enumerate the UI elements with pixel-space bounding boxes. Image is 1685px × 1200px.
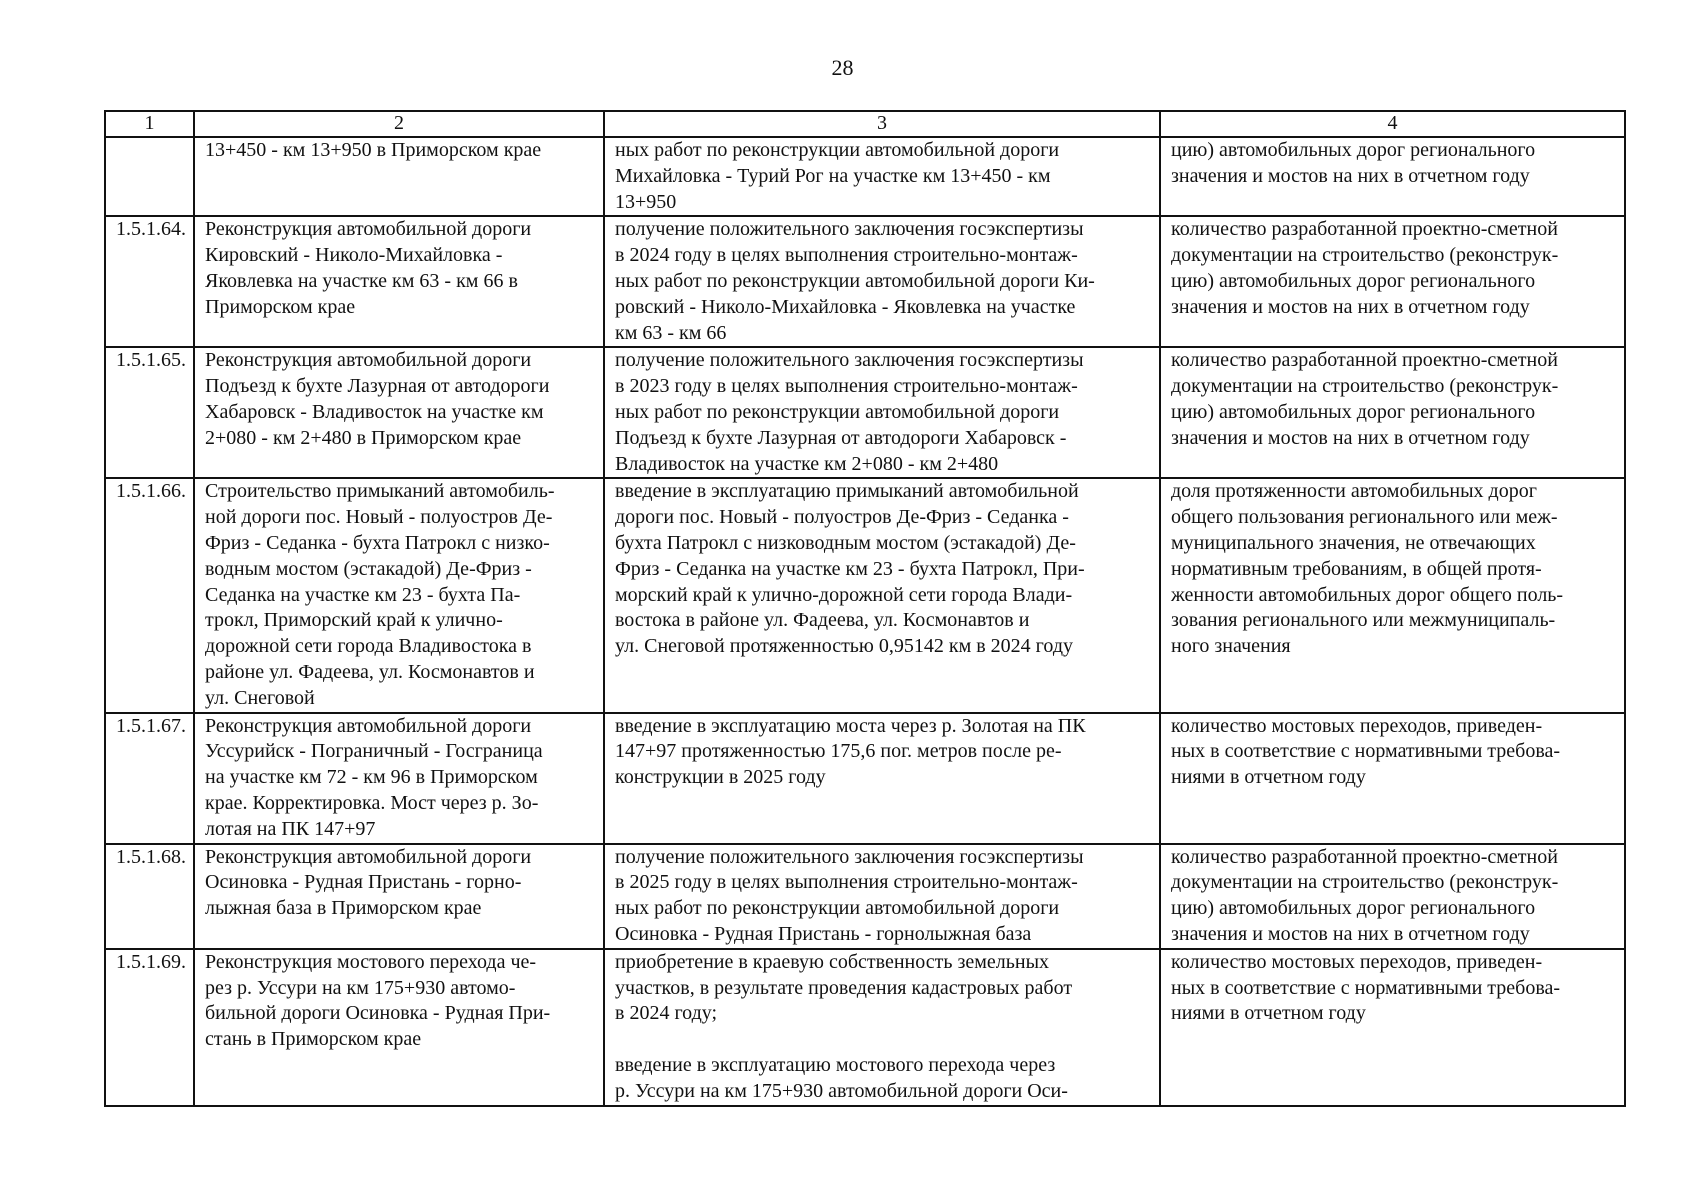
table-row [105,137,1625,216]
result-cell [604,478,1160,712]
row-number: 1.5.1.67. [105,713,194,844]
result-cell [604,137,1160,216]
expected-result: введение в эксплуатацию моста через р. Золотая на ПК 147+97 протяженностью 175,6 пог. метров после ре- конструкции в 2025 году [615,714,1086,789]
row-number: 1.5.1.68. [105,844,194,949]
table-row [105,949,1625,1106]
row-number: 1.5.1.69. [105,949,194,1106]
row-number [105,137,194,216]
table-row [105,478,1625,712]
indicator-cell [1160,949,1625,1106]
result-cell [604,949,1160,1106]
object-name-cell [194,949,604,1106]
result-cell [604,347,1160,478]
indicator: количество разработанной проектно-сметной документации на строительство (реконструк- цию) автомобильных дорог регионального значения и мостов на них в отчетном году [1171,218,1559,318]
header-col-4: 4 [1160,111,1625,137]
indicator-cell [1160,844,1625,949]
object-name-cell [194,478,604,712]
indicator-cell [1160,347,1625,478]
page-number: 28 [831,55,854,80]
paragraph-gap [615,1027,1151,1053]
object-name: Реконструкция автомобильной дороги Подъезд к бухте Лазурная от автодороги Хабаровск - Владивосток на участке км 2+080 - км 2+480 в Приморском крае [205,349,550,449]
table-row [105,713,1625,844]
object-name-cell [194,713,604,844]
object-name-cell [194,216,604,347]
indicator: количество разработанной проектно-сметной документации на строительство (реконструк- цию) автомобильных дорог регионального значения и мостов на них в отчетном году [1171,349,1559,449]
expected-result-part-1: приобретение в краевую собственность земельных участков, в результате проведения кадастровых работ в 2024 году; [615,950,1073,1025]
indicator: количество разработанной проектно-сметной документации на строительство (реконструк- цию) автомобильных дорог регионального значения и мостов на них в отчетном году [1171,845,1559,945]
indicator-cell [1160,216,1625,347]
expected-result: получение положительного заключения госэкспертизы в 2025 году в целях выполнения строительно-монтаж- ных работ по реконструкции автомобильной дороги Осиновка - Рудная Пристань - горнолыжная база [615,845,1084,945]
indicator: количество мостовых переходов, приведен- ных в соответствие с нормативными требова- ниями в отчетном году [1171,950,1561,1025]
result-cell [604,216,1160,347]
header-col-3: 3 [604,111,1160,137]
expected-result: ных работ по реконструкции автомобильной дороги Михайловка - Турий Рог на участке км 13+450 - км 13+950 [615,139,1060,213]
row-number: 1.5.1.65. [105,347,194,478]
indicator-cell [1160,137,1625,216]
object-name: Реконструкция автомобильной дороги Кировский - Николо-Михайловка - Яковлевка на участке км 63 - км 66 в Приморском крае [205,218,532,318]
result-cell [604,844,1160,949]
expected-result: введение в эксплуатацию примыканий автомобильной дороги пос. Новый - полуостров Де-Фриз - Седанка - бухта Патрокл с низководным мостом (эстакадой) Де- Фриз - Седанка на участке км 23 - бухта Патрокл, При- морский край к улично-дорожной сети города Влади- востока в районе ул. Фадеева, ул. Космонавтов и ул. Снеговой протяженностью 0,95142 км в 2024 году [615,480,1085,658]
object-name-cell [194,137,604,216]
indicator: доля протяженности автомобильных дорог общего пользования регионального или меж- муниципального значения, не отвечающих нормативным требованиям, в общей протя- женности автомобильных дорог общего поль- зования регионального или межмуниципаль- ного значения [1171,480,1564,658]
object-name-cell [194,347,604,478]
indicator-cell [1160,713,1625,844]
program-table [104,110,1626,1107]
indicator: количество мостовых переходов, приведен- ных в соответствие с нормативными требова- ниями в отчетном году [1171,714,1561,789]
object-name: Реконструкция автомобильной дороги Уссурийск - Пограничный - Госграница на участке км 72 - км 96 в Приморском крае. Корректировка. Мост через р. Зо- лотая на ПК 147+97 [205,714,543,840]
object-name: Реконструкция мостового перехода че- рез р. Уссури на км 175+930 автомо- бильной дороги Осиновка - Рудная При- стань в Приморском крае [205,950,551,1051]
object-name: 13+450 - км 13+950 в Приморском крае [205,139,542,161]
header-col-2: 2 [194,111,604,137]
table-row [105,216,1625,347]
header-row [105,111,1625,137]
row-number: 1.5.1.64. [105,216,194,347]
indicator-cell [1160,478,1625,712]
table-row [105,844,1625,949]
object-name: Реконструкция автомобильной дороги Осиновка - Рудная Пристань - горно- лыжная база в Приморском крае [205,845,532,920]
row-number: 1.5.1.66. [105,478,194,712]
header-col-1: 1 [105,111,194,137]
indicator: цию) автомобильных дорог регионального значения и мостов на них в отчетном году [1171,139,1536,187]
expected-result: получение положительного заключения госэкспертизы в 2023 году в целях выполнения строительно-монтаж- ных работ по реконструкции автомобильной дороги Подъезд к бухте Лазурная от автодороги Хабаровск - Владивосток на участке км 2+080 - км 2+480 [615,349,1084,475]
result-cell [604,713,1160,844]
expected-result-part-2: введение в эксплуатацию мостового перехода через р. Уссури на км 175+930 автомобильной дороги Оси- [615,1053,1068,1102]
object-name-cell [194,844,604,949]
expected-result: получение положительного заключения госэкспертизы в 2024 году в целях выполнения строительно-монтаж- ных работ по реконструкции автомобильной дороги Ки- ровский - Николо-Михайловка - Яковлевка на участке км 63 - км 66 [615,218,1095,344]
object-name: Строительство примыканий автомобиль- ной дороги пос. Новый - полуостров Де- Фриз - Седанка - бухта Патрокл с низко- водным мостом (эстакадой) Де-Фриз - Седанка на участке км 23 - бухта Па- трокл, Приморский край к улично- дорожной сети города Владивостока в районе ул. Фадеева, ул. Космонавтов и ул. Снеговой [205,480,555,709]
table-row [105,347,1625,478]
